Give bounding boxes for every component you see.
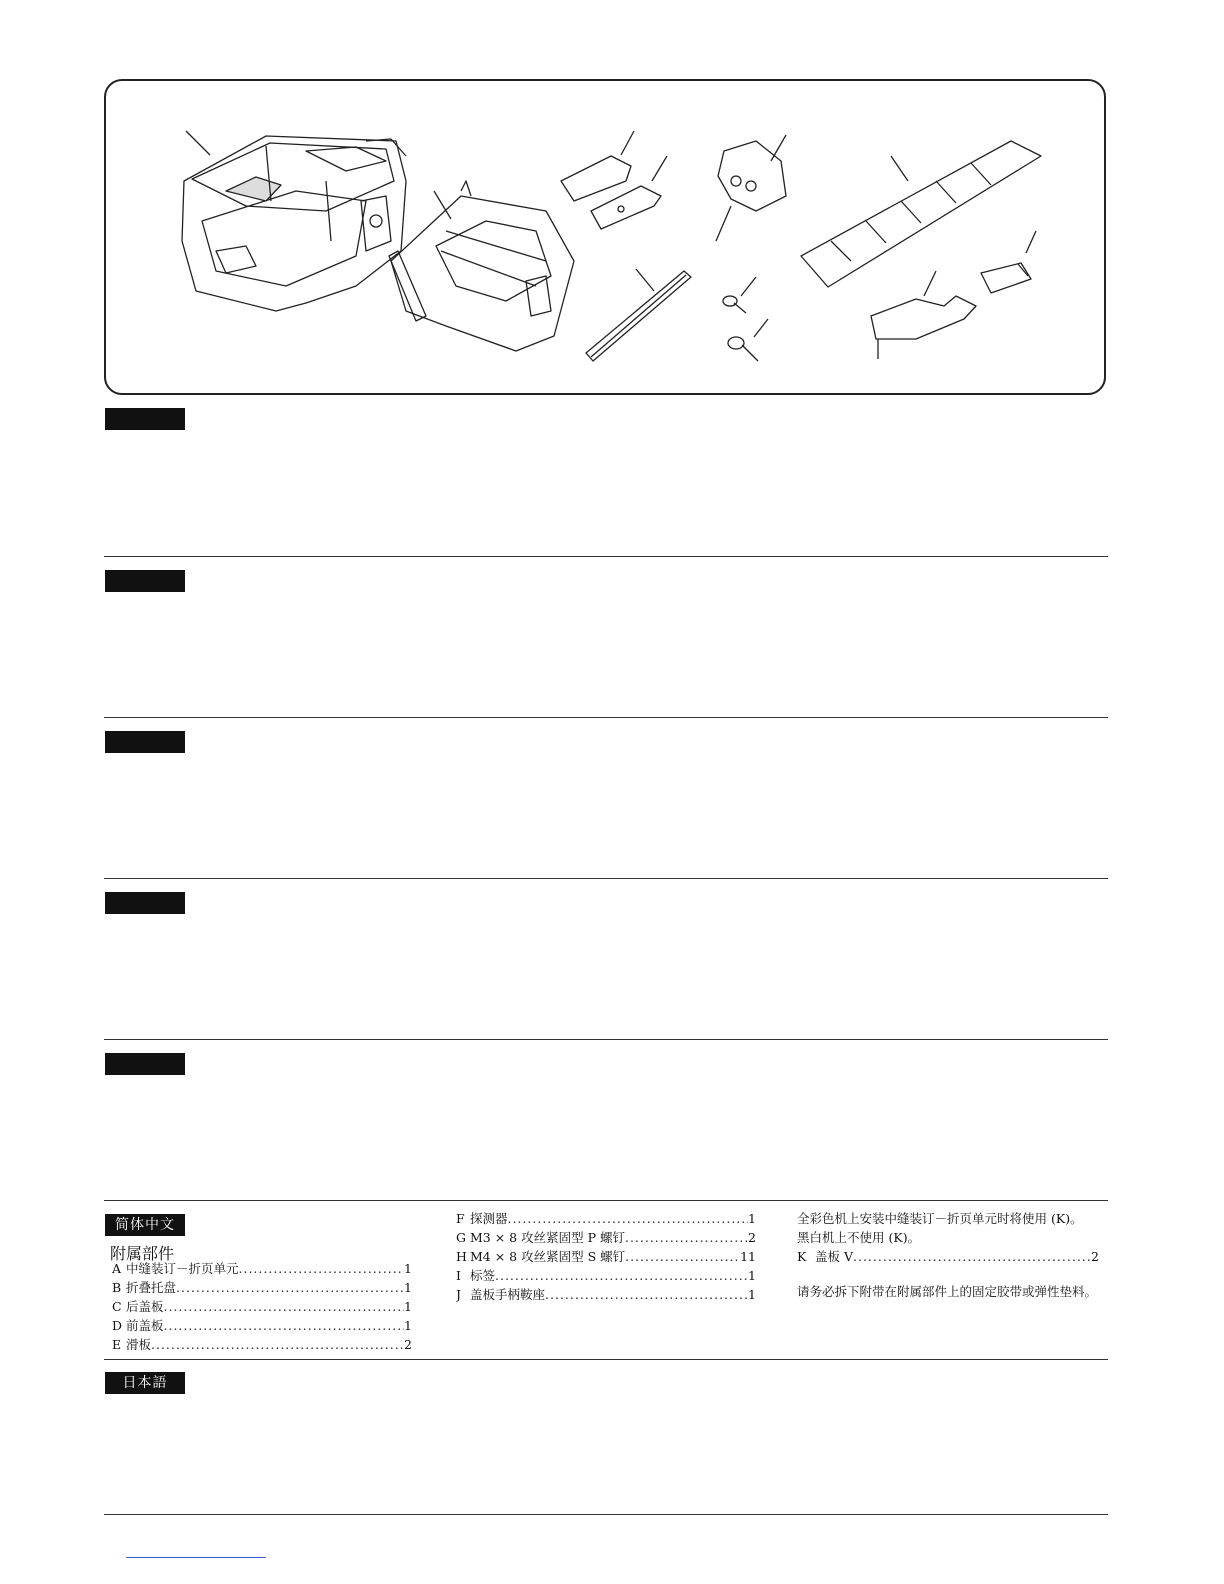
section-divider [104,1200,1108,1201]
section-divider [104,717,1108,718]
part-row: J 盖板手柄鞍座 ..... 1 [456,1285,756,1304]
folding-tray-icon [389,181,574,351]
cover-handle-saddle-icon [871,271,976,359]
part-row: B 折叠托盘 ..... 1 [112,1278,412,1297]
footer-link-rule [126,1557,266,1558]
part-row: G M3 × 8 攻丝紧固型 P 螺钉 ..... 2 [456,1228,756,1247]
part-row: A 中缝装订－折页单元 ..... 1 [112,1259,412,1278]
screws-icon [723,277,768,361]
cover-v-icon [981,231,1036,293]
language-tag [105,570,185,592]
section-divider [104,878,1108,879]
part-row: F 探测器 ..... 1 [456,1209,756,1228]
accessories-heading: 附属部件 [110,1244,175,1263]
language-tag [105,731,185,753]
parts-list-col1 [112,1259,412,1354]
slide-plate-icon [586,269,691,361]
part-row: D 前盖板 ..... 1 [112,1316,412,1335]
language-tag [105,892,185,914]
notes-col3 [797,1209,1099,1301]
note-mono-model: 黑白机上不使用 (K)。 [797,1230,921,1245]
part-row: C 后盖板 ..... 1 [112,1297,412,1316]
section-divider [104,1514,1108,1515]
section-divider [104,556,1108,557]
label-sheet-icon [801,141,1041,287]
detector-icon [716,135,786,241]
language-tag [105,1053,185,1075]
language-tag-japanese: 日本語 [105,1372,185,1394]
part-row: K 盖板 V ..... 2 [797,1247,1099,1266]
parts-list-col2 [456,1209,756,1304]
part-row: H M4 × 8 攻丝紧固型 S 螺钉 ..... 11 [456,1247,756,1266]
section-divider [104,1039,1108,1040]
language-tag-chinese: 简体中文 [105,1214,185,1236]
language-tag [105,408,185,430]
accessories-figure [104,79,1106,395]
accessories-illustration-icon [106,81,1108,397]
part-row: E 滑板 ..... 2 [112,1335,412,1354]
section-divider [104,1359,1108,1360]
note-remove-tape: 请务必拆下附带在附属部件上的固定胶带或弹性垫料。 [797,1284,1098,1299]
saddle-unit-icon [182,131,406,311]
part-row: I 标签 ..... 1 [456,1266,756,1285]
rear-cover-icon [561,131,667,229]
note-color-model: 全彩色机上安装中缝装订－折页单元时将使用 (K)。 [797,1211,1083,1226]
